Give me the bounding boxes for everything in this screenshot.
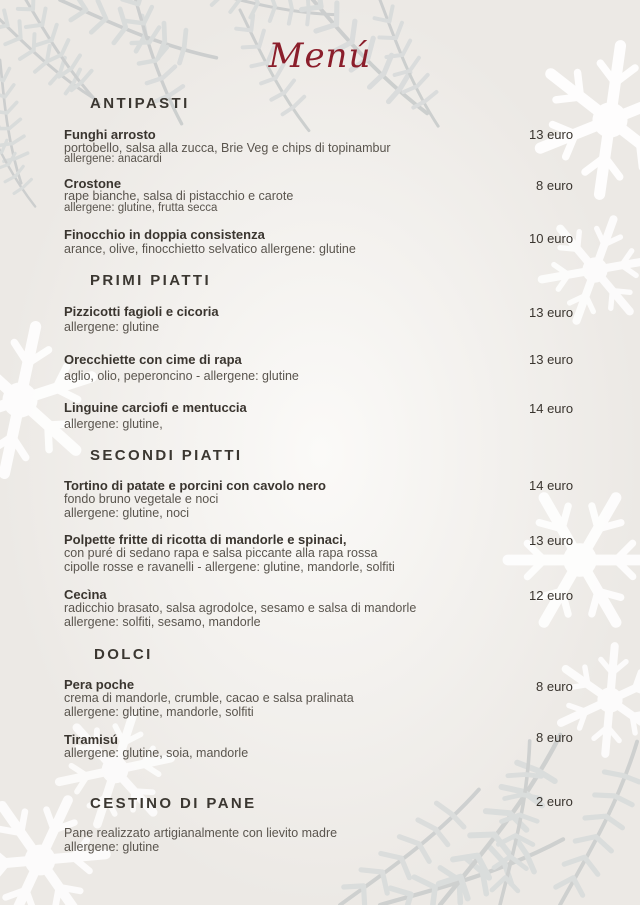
section-title-secondi: SECONDI PIATTI	[90, 447, 243, 464]
item-price: 8 euro	[536, 178, 573, 193]
item-description: rape bianche, salsa di pistacchio e carote	[64, 189, 294, 203]
item-name: Funghi arrosto	[64, 127, 156, 142]
item-description: portobello, salsa alla zucca, Brie Veg e chips di topinambur	[64, 141, 391, 155]
item-price: 13 euro	[529, 127, 574, 142]
item-price: 13 euro	[529, 305, 574, 320]
item-description: arance, olive, finocchietto selvatico allergene: glutine	[64, 242, 356, 256]
item-description: allergene: glutine, soia, mandorle	[64, 746, 249, 760]
item-price: 14 euro	[529, 401, 574, 416]
item-description: aglio, olio, peperoncino - allergene: glutine	[64, 369, 299, 383]
section-title-pane: CESTINO DI PANE	[90, 795, 257, 812]
item-price: 10 euro	[529, 231, 574, 246]
item-name: Finocchio in doppia consistenza	[64, 227, 265, 242]
item-price: 2 euro	[536, 794, 573, 809]
menu-title: Menú	[268, 36, 372, 76]
item-price: 14 euro	[529, 478, 574, 493]
section-title-antipasti: ANTIPASTI	[90, 95, 190, 112]
item-name: Orecchiette con cime di rapa	[64, 352, 242, 367]
item-description-line-2: allergene: glutine, mandorle, solfiti	[64, 705, 254, 719]
item-price: 13 euro	[529, 533, 574, 548]
item-price: 12 euro	[529, 588, 574, 603]
item-description: allergene: glutine	[64, 320, 160, 334]
item-name: Pizzicotti fagioli e cicoria	[64, 304, 219, 319]
item-description: allergene: glutine,	[64, 417, 163, 431]
item-name: Cecìna	[64, 587, 107, 602]
item-name: Tortino di patate e porcini con cavolo nero	[64, 478, 326, 493]
item-description: fondo bruno vegetale e noci	[64, 492, 219, 506]
item-name: Pera poche	[64, 677, 135, 692]
section-title-primi: PRIMI PIATTI	[90, 272, 212, 289]
item-name: Crostone	[64, 176, 122, 191]
item-price: 8 euro	[536, 730, 573, 745]
item-description: Pane realizzato artigianalmente con lievito madre	[64, 826, 338, 840]
item-description: radicchio brasato, salsa agrodolce, sesamo e salsa di mandorle	[64, 601, 417, 615]
item-name: Polpette fritte di ricotta di mandorle e spinaci,	[64, 532, 347, 547]
item-allergen: allergene: anacardi	[64, 153, 162, 165]
item-price: 13 euro	[529, 352, 574, 367]
item-allergen: allergene: glutine, noci	[64, 506, 190, 520]
item-name: Linguine carciofi e mentuccia	[64, 400, 247, 415]
item-allergen: allergene: glutine, frutta secca	[64, 202, 218, 214]
item-description: crema di mandorle, crumble, cacao e salsa pralinata	[64, 691, 354, 705]
section-title-dolci: DOLCI	[94, 646, 153, 663]
item-price: 8 euro	[536, 679, 573, 694]
item-allergen: allergene: glutine	[64, 840, 160, 854]
item-name: Tiramisú	[64, 732, 118, 747]
item-description-line-2: cipolle rosse e ravanelli - allergene: glutine, mandorle, solfiti	[64, 560, 395, 574]
item-description-line-2: allergene: solfiti, sesamo, mandorle	[64, 615, 261, 629]
item-description: con puré di sedano rapa e salsa piccante alla rapa rossa	[64, 546, 378, 560]
